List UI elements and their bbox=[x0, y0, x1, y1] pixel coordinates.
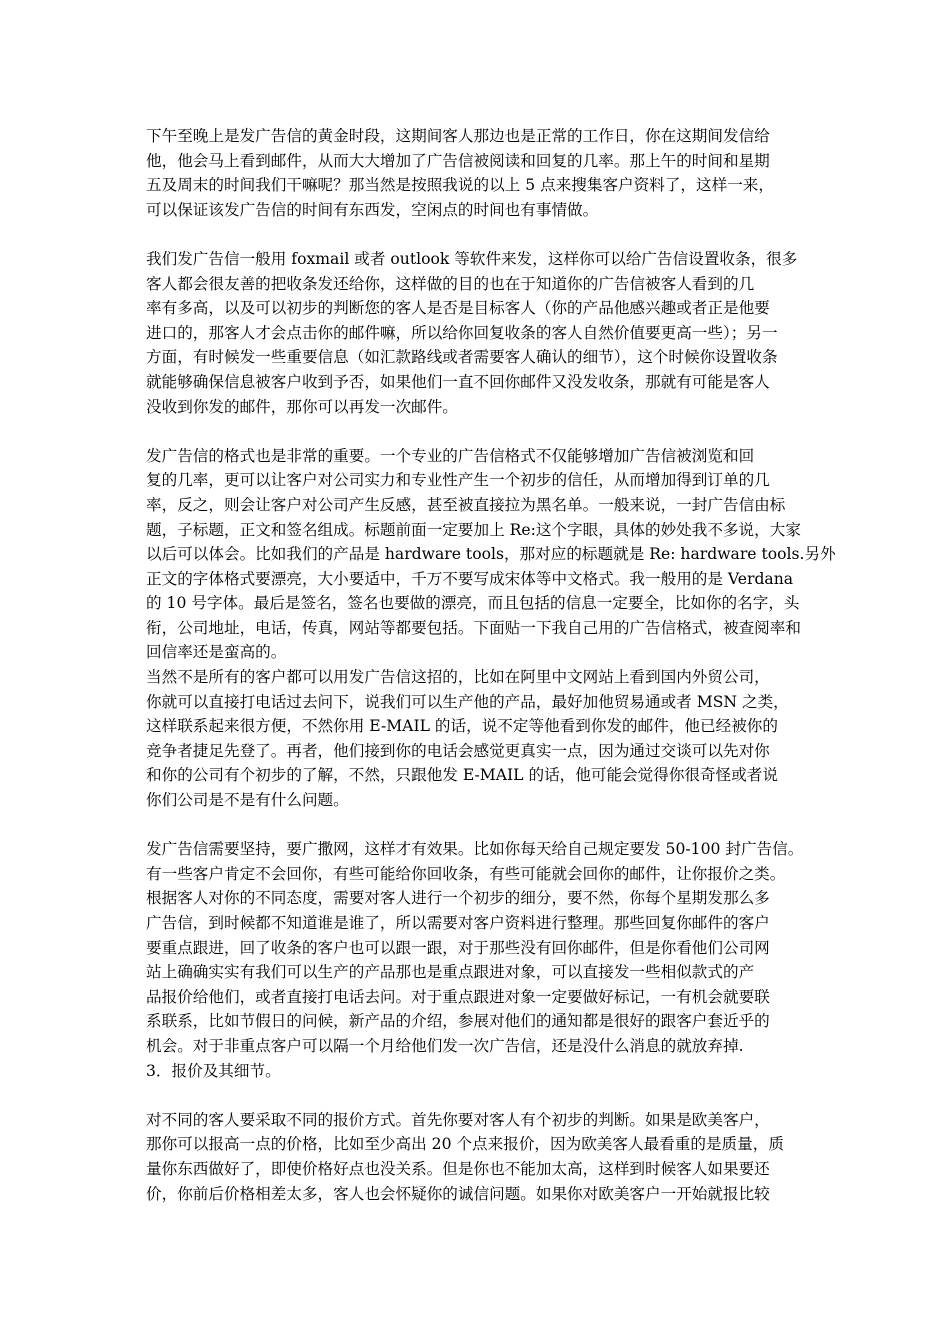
paragraph-gap bbox=[146, 222, 818, 247]
text-line: 回信率还是蛮高的。 bbox=[146, 643, 287, 662]
text-line: 品报价给他们，或者直接打电话去问。对于重点跟进对象一定要做好标记，一有机会就要联 bbox=[146, 987, 770, 1006]
paragraph-gap bbox=[146, 1083, 818, 1108]
text-line: 复的几率，更可以让客户对公司实力和专业性产生一个初步的信任，从而增加得到订单的几 bbox=[146, 471, 770, 490]
paragraph bbox=[146, 124, 818, 222]
paragraph bbox=[146, 837, 818, 1083]
text-line: 价，你前后价格相差太多，客人也会怀疑你的诚信问题。如果你对欧美客户一开始就报比较 bbox=[146, 1184, 770, 1203]
text-line: 有一些客户肯定不会回你，有些可能给你回收条，有些可能就会回你的邮件，让你报价之类。 bbox=[146, 864, 786, 883]
text-line: 我们发广告信一般用 foxmail 或者 outlook 等软件来发，这样你可以给广告信设置收条，很多 bbox=[146, 249, 798, 268]
text-line: 他，他会马上看到邮件，从而大大增加了广告信被阅读和回复的几率。那上午的时间和星期 bbox=[146, 151, 770, 170]
text-line: 正文的字体格式要漂亮，大小要适中，千万不要写成宋体等中文格式。我一般用的是 Verdana bbox=[146, 569, 794, 588]
text-line: 衔，公司地址，电话，传真，网站等都要包括。下面贴一下我自己用的广告信格式，被查阅率和 bbox=[146, 618, 801, 637]
text-line: 进口的，那客人才会点击你的邮件嘛，所以给你回复收条的客人自然价值要更高一些）；另一 bbox=[146, 323, 778, 342]
text-line: 根据客人对你的不同态度，需要对客人进行一个初步的细分，要不然，你每个星期发那么多 bbox=[146, 889, 770, 908]
text-line: 机会。对于非重点客户可以隔一个月给他们发一次广告信，还是没什么消息的就放弃掉. bbox=[146, 1036, 744, 1055]
text-line: 就能够确保信息被客户收到予否，如果他们一直不回你邮件又没发收条，那就有可能是客人 bbox=[146, 372, 770, 391]
text-line: 发广告信需要坚持，要广撒网，这样才有效果。比如你每天给自己规定要发 50-100 封广告信。 bbox=[146, 840, 804, 859]
text-line: 广告信，到时候都不知道谁是谁了，所以需要对客户资料进行整理。那些回复你邮件的客户 bbox=[146, 914, 770, 932]
text-line: 这样联系起来很方便，不然你用 E-MAIL 的话，说不定等他看到你发的邮件，他已经被你的 bbox=[146, 717, 778, 736]
text-line: 发广告信的格式也是非常的重要。一个专业的广告信格式不仅能够增加广告信被浏览和回 bbox=[146, 446, 755, 465]
text-line: 率有多高，以及可以初步的判断您的客人是否是目标客人（你的产品他感兴趣或者正是他要 bbox=[146, 299, 770, 318]
text-line: 和你的公司有个初步的了解，不然，只跟他发 E-MAIL 的话，他可能会觉得你很奇怪或者说 bbox=[146, 766, 778, 785]
text-line: 量你东西做好了，即使价格好点也没关系。但是你也不能加太高，这样到时候客人如果要还 bbox=[146, 1159, 770, 1178]
paragraph bbox=[146, 1108, 818, 1206]
paragraph-gap bbox=[146, 419, 818, 444]
document-body bbox=[146, 124, 836, 1206]
text-line: 五及周末的时间我们干嘛呢？那当然是按照我说的以上 5 点来搜集客户资料了，这样一来， bbox=[146, 176, 774, 195]
text-line: 题，子标题，正文和签名组成。标题前面一定要加上 Re:这个字眼，具体的妙处我不多说，大家 bbox=[146, 520, 801, 539]
text-line: 客人都会很友善的把收条发还给你，这样做的目的也在于知道你的广告信被客人看到的几 bbox=[146, 274, 755, 293]
text-line: 当然不是所有的客户都可以用发广告信这招的，比如在阿里中文网站上看到国内外贸公司， bbox=[146, 668, 770, 687]
text-line: 那你可以报高一点的价格，比如至少高出 20 个点来报价，因为欧美客人最看重的是质量，质 bbox=[146, 1135, 784, 1154]
text-line: 对不同的客人要采取不同的报价方式。首先你要对客人有个初步的判断。如果是欧美客户， bbox=[146, 1110, 770, 1129]
text-line: 要重点跟进，回了收条的客户也可以跟一跟，对于那些没有回你邮件，但是你看他们公司网 bbox=[146, 938, 770, 957]
text-line: 方面，有时候发一些重要信息（如汇款路线或者需要客人确认的细节），这个时候你设置收条 bbox=[146, 348, 778, 367]
paragraph bbox=[146, 247, 818, 419]
text-line: 竞争者捷足先登了。再者，他们接到你的电话会感觉更真实一点，因为通过交谈可以先对你 bbox=[146, 741, 770, 760]
text-line: 系联系，比如节假日的问候，新产品的介绍，参展对他们的通知都是很好的跟客户套近乎的 bbox=[146, 1012, 770, 1031]
text-line: 站上确确实实有我们可以生产的产品那也是重点跟进对象，可以直接发一些相似款式的产 bbox=[146, 963, 755, 982]
text-line: 的 10 号字体。最后是签名，签名也要做的漂亮，而且包括的信息一定要全，比如你的名字，头 bbox=[146, 594, 800, 613]
text-line: 可以保证该发广告信的时间有东西发，空闲点的时间也有事情做。 bbox=[146, 200, 599, 219]
text-line: 下午至晚上是发广告信的黄金时段，这期间客人那边也是正常的工作日，你在这期间发信给 bbox=[146, 127, 770, 145]
section-heading: 3．报价及其细节。 bbox=[146, 1061, 281, 1080]
paragraph-gap bbox=[146, 813, 818, 838]
text-line: 以后可以体会。比如我们的产品是 hardware tools，那对应的标题就是 Re: hardware tools.另外 bbox=[146, 545, 836, 564]
text-line: 你们公司是不是有什么问题。 bbox=[146, 791, 349, 810]
text-line: 率，反之，则会让客户对公司产生反感，甚至被直接拉为黑名单。一般来说，一封广告信由标 bbox=[146, 495, 786, 514]
text-line: 没收到你发的邮件，那你可以再发一次邮件。 bbox=[146, 397, 458, 416]
text-line: 你就可以直接打电话过去问下，说我们可以生产他的产品，最好加他贸易通或者 MSN 之类， bbox=[146, 692, 789, 711]
paragraph bbox=[146, 444, 836, 813]
